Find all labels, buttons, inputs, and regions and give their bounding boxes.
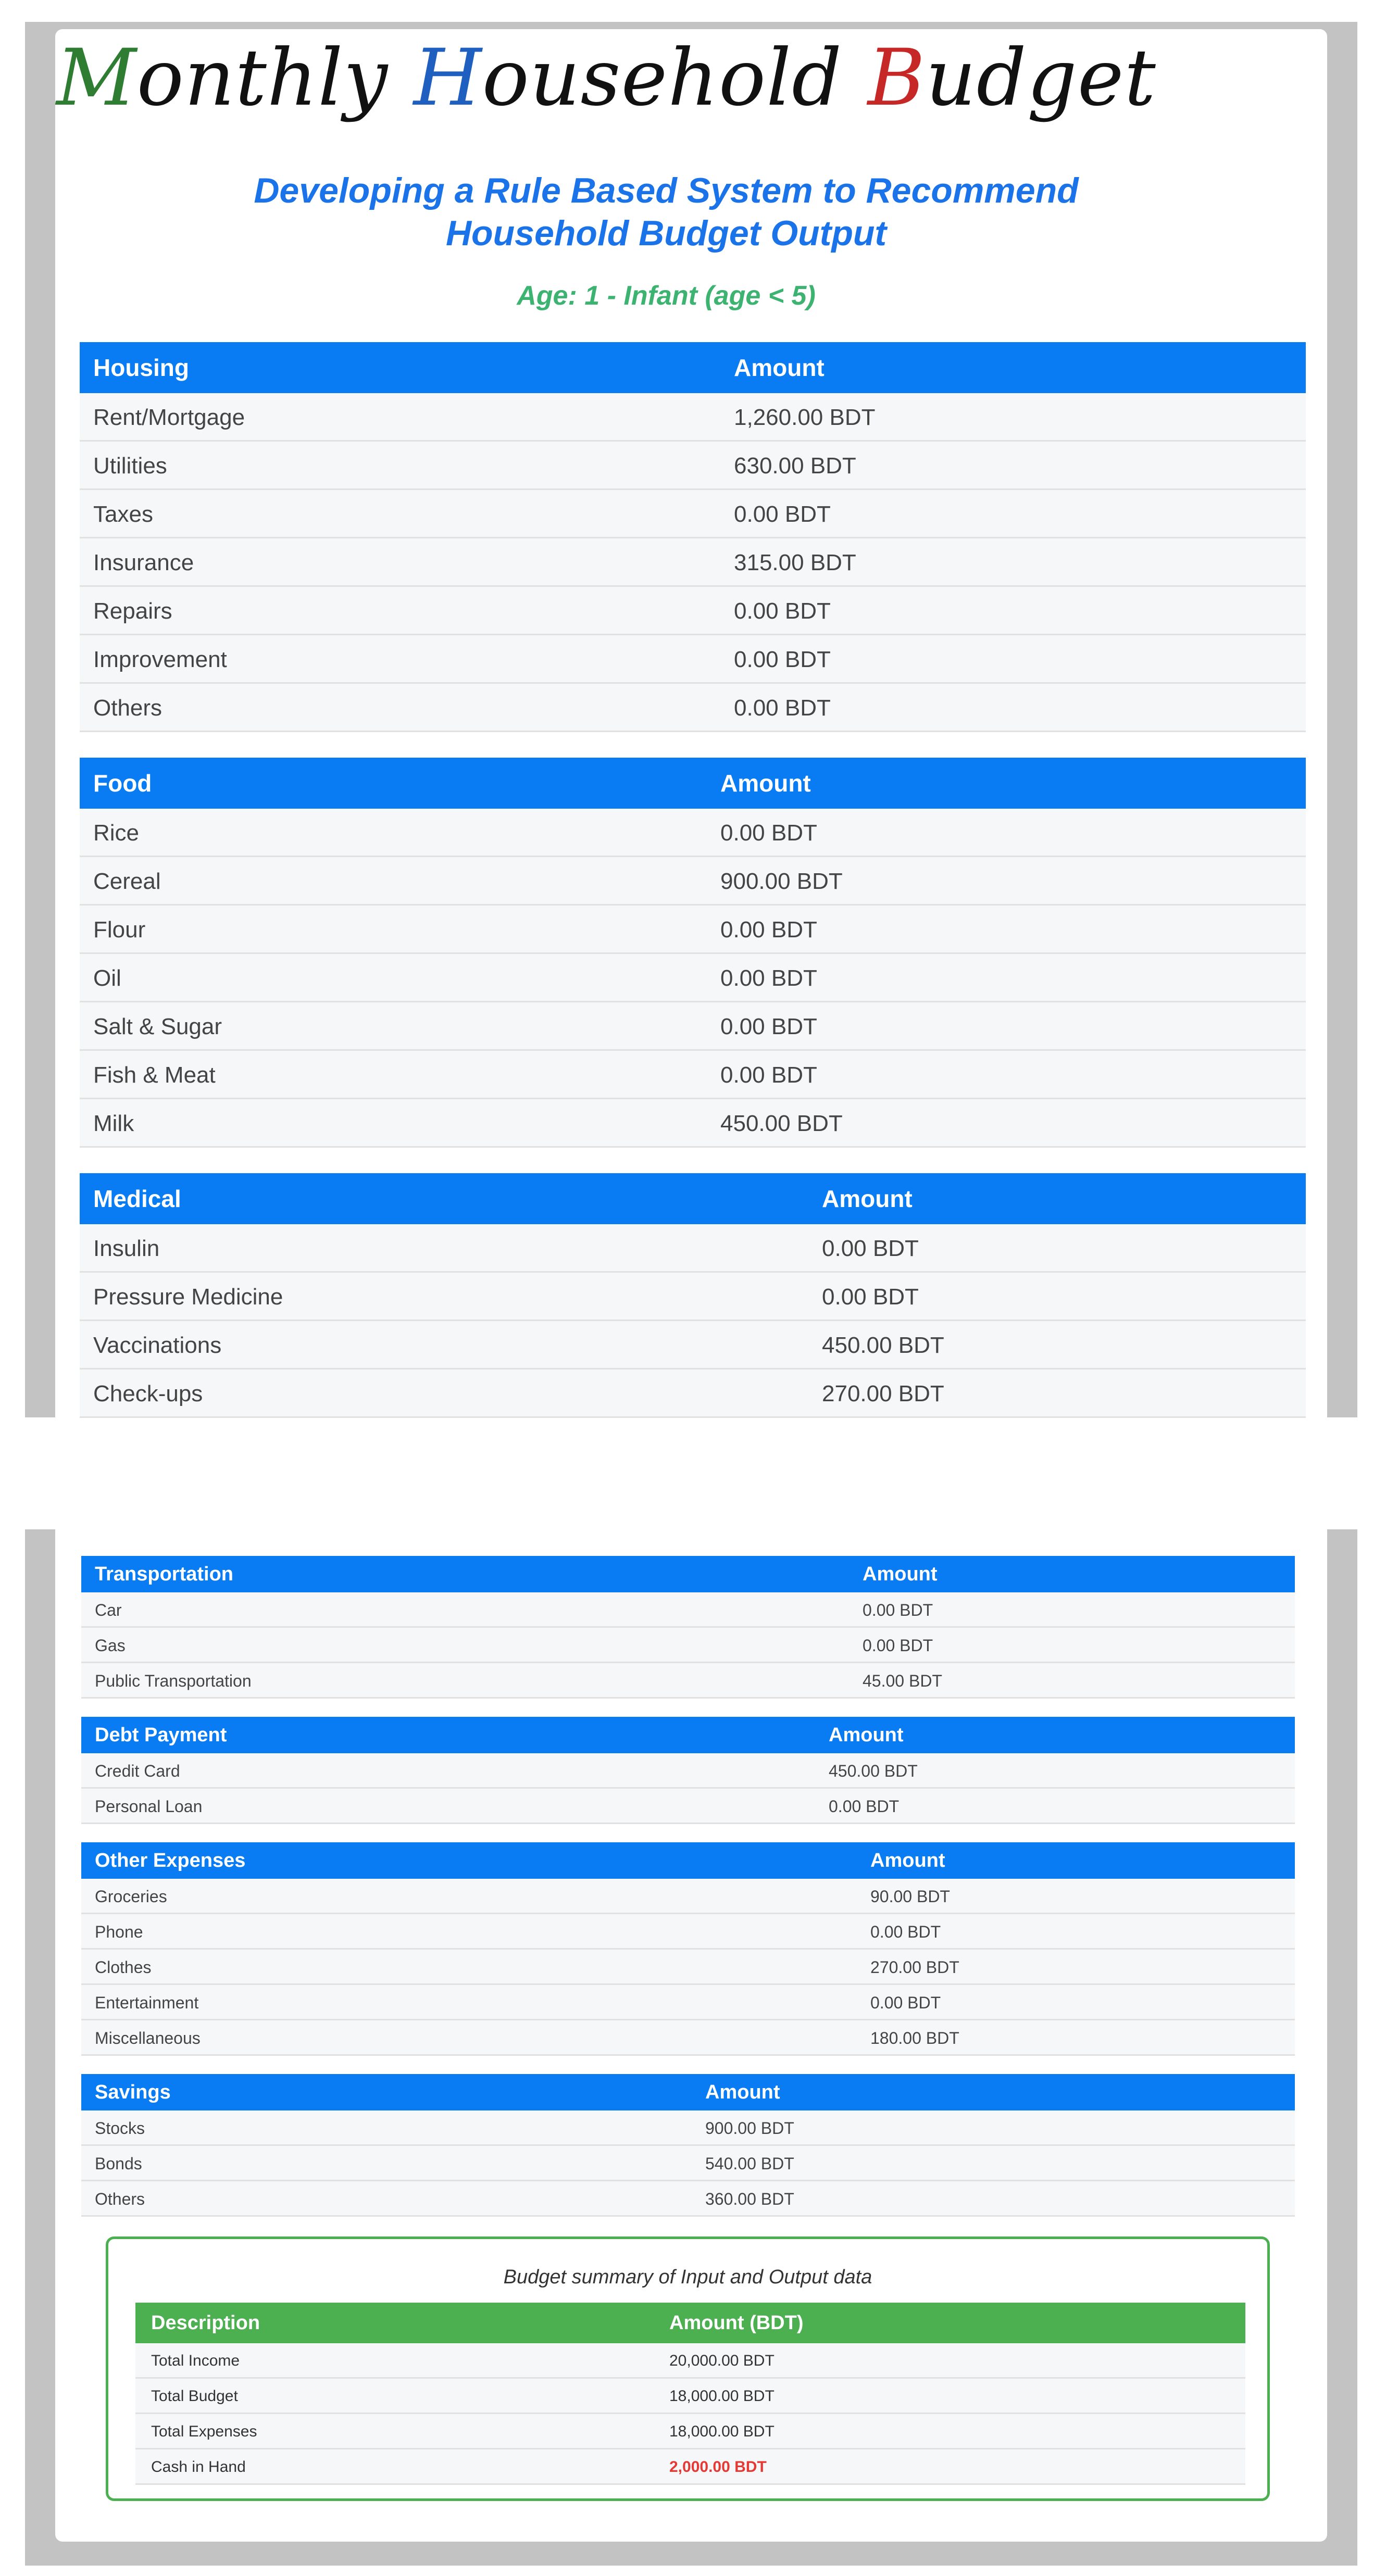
table-row (80, 906, 1306, 954)
table-row (80, 635, 1306, 684)
summary-col-amount: Amount (BDT) (669, 2312, 804, 2334)
row-label: Milk (93, 1111, 134, 1136)
row-label: Improvement (93, 647, 227, 672)
table-row (80, 1002, 1306, 1051)
row-amount: 0.00 BDT (734, 647, 831, 672)
row-label: Clothes (95, 1958, 152, 1977)
row-amount: 0.00 BDT (863, 1601, 933, 1619)
table-row (80, 1224, 1306, 1273)
row-amount: 0.00 BDT (870, 1993, 941, 2012)
table-header-food (80, 758, 1306, 809)
table-row (81, 1789, 1295, 1824)
table-header-savings (81, 2074, 1295, 2110)
section-title: Housing (93, 354, 189, 381)
title-letter-m: M (56, 33, 137, 123)
row-amount: 45.00 BDT (863, 1672, 942, 1690)
summary-row-label: Total Budget (151, 2387, 238, 2405)
amount-column-header: Amount (863, 1563, 938, 1585)
row-label: Insurance (93, 550, 194, 575)
table-row (80, 1321, 1306, 1369)
table-row (80, 1099, 1306, 1148)
row-label: Miscellaneous (95, 2029, 201, 2047)
table-row (80, 442, 1306, 490)
row-label: Bonds (95, 2154, 142, 2173)
table-header-debt (81, 1717, 1295, 1753)
row-amount: 0.00 BDT (870, 1922, 941, 1941)
row-label: Flour (93, 917, 146, 943)
table-header-medical (80, 1173, 1306, 1224)
age-label: Age: 1 - Infant (age < 5) (517, 281, 816, 311)
summary-row (135, 2343, 1245, 2379)
table-header-other (81, 1842, 1295, 1879)
row-amount: 540.00 BDT (705, 2154, 794, 2173)
row-label: Rent/Mortgage (93, 405, 245, 430)
row-label: Public Transportation (95, 1672, 252, 1690)
section-title: Debt Payment (95, 1724, 227, 1746)
section-title: Savings (95, 2081, 171, 2103)
amount-column-header: Amount (822, 1185, 913, 1212)
summary-row-label: Total Expenses (151, 2423, 257, 2440)
row-amount: 180.00 BDT (870, 2029, 959, 2047)
row-label: Fish & Meat (93, 1062, 216, 1088)
row-label: Gas (95, 1636, 126, 1655)
summary-row (135, 2414, 1245, 2449)
row-label: Phone (95, 1922, 143, 1941)
row-amount: 0.00 BDT (734, 598, 831, 624)
row-amount: 900.00 BDT (705, 2119, 794, 2138)
row-amount: 900.00 BDT (720, 869, 843, 894)
row-label: Oil (93, 965, 121, 991)
table-row (80, 1051, 1306, 1099)
table-row (81, 1985, 1295, 2020)
row-amount: 270.00 BDT (822, 1381, 944, 1406)
row-label: Car (95, 1601, 122, 1619)
amount-column-header: Amount (705, 2081, 780, 2103)
table-row (81, 2146, 1295, 2181)
table-row (81, 1628, 1295, 1663)
section-title: Food (93, 770, 152, 797)
row-label: Insulin (93, 1236, 160, 1261)
row-label: Taxes (93, 501, 153, 527)
summary-row-amount: 18,000.00 BDT (669, 2423, 775, 2440)
row-amount: 1,260.00 BDT (734, 405, 876, 430)
row-amount: 0.00 BDT (720, 917, 817, 943)
row-amount: 0.00 BDT (734, 501, 831, 527)
page-subtitle: Developing a Rule Based System to Recommend Household Budget Output (254, 171, 1079, 253)
row-label: Utilities (93, 453, 167, 479)
table-row (81, 1753, 1295, 1789)
row-label: Check-ups (93, 1381, 203, 1406)
row-amount: 0.00 BDT (863, 1636, 933, 1655)
summary-row-label: Cash in Hand (151, 2458, 246, 2476)
title-part-udget: udget (926, 33, 1156, 123)
amount-column-header: Amount (870, 1850, 945, 1871)
section-title: Transportation (95, 1563, 234, 1585)
row-label: Groceries (95, 1887, 167, 1906)
table-row (80, 684, 1306, 732)
row-label: Others (93, 695, 163, 721)
row-amount: 450.00 BDT (829, 1762, 918, 1780)
row-label: Entertainment (95, 1993, 199, 2012)
table-row (81, 2110, 1295, 2146)
table-row (80, 1369, 1306, 1418)
title-letter-b: B (867, 33, 926, 123)
row-amount: 0.00 BDT (720, 965, 817, 991)
budget-summary-box (106, 2236, 1270, 2501)
table-row (80, 1273, 1306, 1321)
row-amount: 360.00 BDT (705, 2190, 794, 2208)
title-letter-h: H (413, 33, 482, 123)
app-title (56, 26, 1156, 151)
row-label: Cereal (93, 869, 161, 894)
row-amount: 0.00 BDT (829, 1797, 900, 1816)
section-title: Other Expenses (95, 1850, 246, 1871)
row-label: Credit Card (95, 1762, 180, 1780)
summary-row (135, 2379, 1245, 2414)
row-amount: 270.00 BDT (870, 1958, 959, 1977)
summary-col-description: Description (151, 2312, 260, 2334)
row-amount: 90.00 BDT (870, 1887, 950, 1906)
amount-column-header: Amount (829, 1724, 904, 1746)
row-amount: 0.00 BDT (720, 1062, 817, 1088)
row-amount: 630.00 BDT (734, 453, 856, 479)
row-label: Vaccinations (93, 1333, 222, 1358)
table-header-housing (80, 342, 1306, 393)
row-label: Personal Loan (95, 1797, 203, 1816)
row-amount: 0.00 BDT (720, 820, 817, 846)
table-row (80, 393, 1306, 442)
amount-column-header: Amount (720, 770, 811, 797)
row-label: Others (95, 2190, 145, 2208)
table-row (81, 2181, 1295, 2217)
title-part-ousehold: ousehold (482, 33, 868, 123)
table-row (80, 954, 1306, 1002)
table-header-transportation (81, 1556, 1295, 1592)
row-label: Stocks (95, 2119, 145, 2138)
row-amount: 0.00 BDT (822, 1236, 919, 1261)
summary-row-amount: 2,000.00 BDT (669, 2458, 767, 2476)
row-amount: 0.00 BDT (734, 695, 831, 721)
row-amount: 0.00 BDT (720, 1014, 817, 1039)
table-row (81, 2020, 1295, 2056)
section-title: Medical (93, 1185, 181, 1212)
amount-column-header: Amount (734, 354, 825, 381)
row-label: Pressure Medicine (93, 1284, 283, 1310)
table-row (80, 587, 1306, 635)
summary-row-amount: 18,000.00 BDT (669, 2387, 775, 2405)
row-amount: 450.00 BDT (822, 1333, 944, 1358)
table-row (81, 1592, 1295, 1628)
summary-row (135, 2449, 1245, 2485)
table-row (80, 538, 1306, 587)
table-row (81, 1879, 1295, 1914)
table-row (81, 1950, 1295, 1985)
table-row (81, 1663, 1295, 1699)
row-label: Rice (93, 820, 140, 846)
row-amount: 315.00 BDT (734, 550, 856, 575)
table-row (80, 490, 1306, 538)
table-row (80, 809, 1306, 857)
row-amount: 450.00 BDT (720, 1111, 843, 1136)
row-amount: 0.00 BDT (822, 1284, 919, 1310)
row-label: Salt & Sugar (93, 1014, 222, 1039)
table-row (81, 1914, 1295, 1950)
summary-row-label: Total Income (151, 2352, 240, 2369)
table-row (80, 857, 1306, 906)
summary-title: Budget summary of Input and Output data (503, 2266, 872, 2288)
row-label: Repairs (93, 598, 172, 624)
summary-row-amount: 20,000.00 BDT (669, 2352, 775, 2369)
title-part-onthly: onthly (136, 33, 414, 123)
summary-header-row (135, 2303, 1245, 2343)
